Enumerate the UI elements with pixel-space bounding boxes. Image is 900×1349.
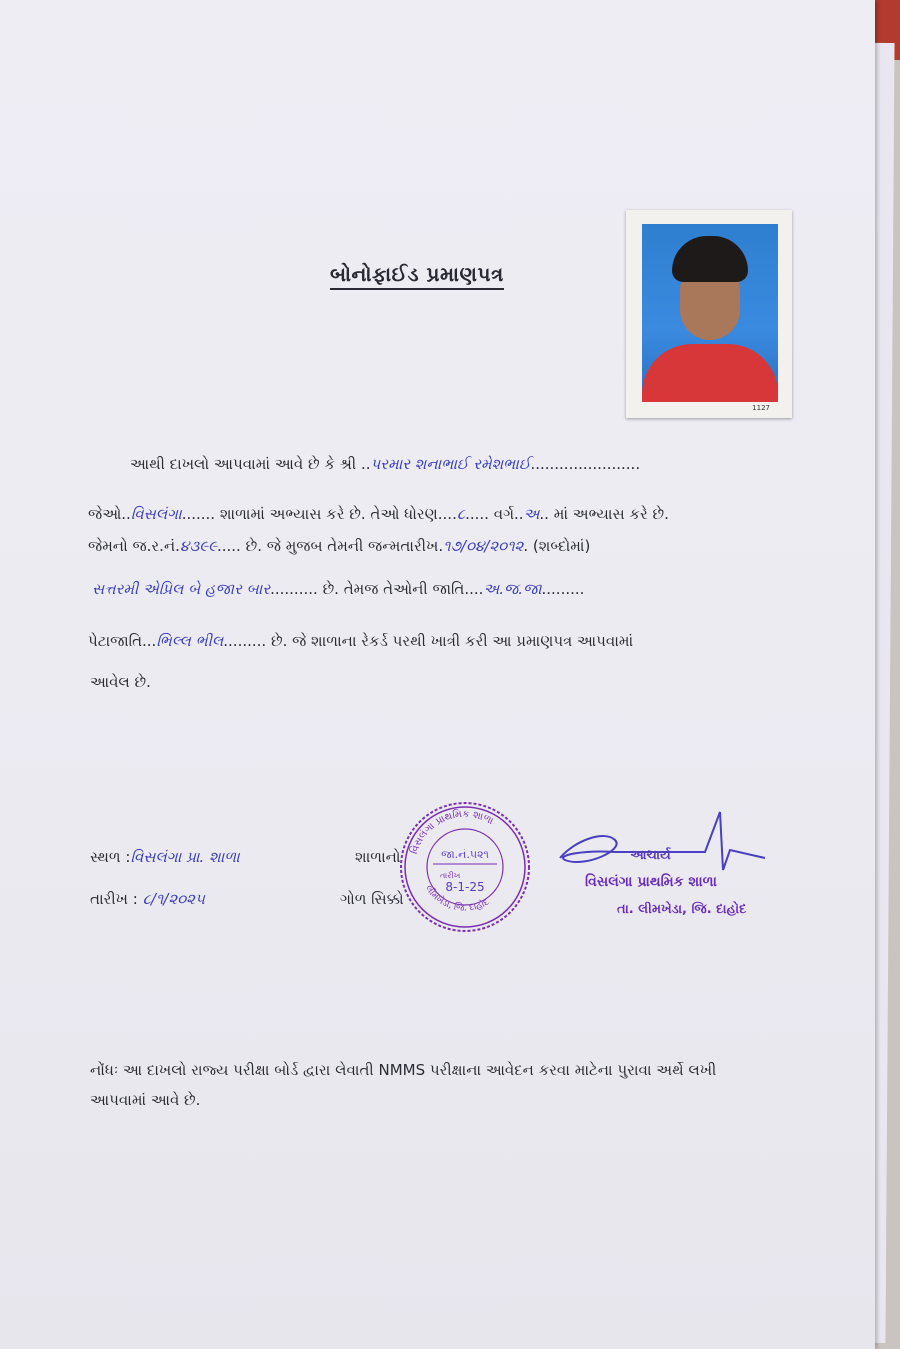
- line-1: આથી દાખલો આપવામાં આવે છે કે શ્રી ..પરમાર શનાભાઈ રમેશભાઈ.......................: [130, 455, 641, 473]
- school-name: વિસલંગા: [130, 505, 182, 523]
- certificate-note: નોંધઃ આ દાખલો રાજ્ય પરીક્ષા બોર્ડ દ્વારા લેવાતી NMMS પરીક્ષાના આવેદન કરવા માટેના પુરાવા અર્થે લખી આપવામાં આવે છે.: [90, 1061, 717, 1109]
- school-seal-label: શાળાનો: [355, 848, 401, 866]
- birth-date-words: સત્તરમી એપ્રિલ બે હજાર બાર: [92, 580, 271, 598]
- line-4: સત્તરમી એપ્રિલ બે હજાર બાર.......... છે. તેમજ તેઓની જાતિ....અ.જ.જા.........: [92, 580, 585, 598]
- place: સ્થળ :વિસલંગા પ્રા. શાળા: [90, 848, 240, 866]
- principal-signature: [555, 810, 770, 880]
- division: અ: [523, 505, 540, 523]
- principal-signature-block: [555, 810, 770, 940]
- stamp-date: 8-1-25: [445, 880, 485, 894]
- date: તારીખ : ૮/૧/૨૦૨૫: [90, 890, 205, 908]
- student-photo: [626, 210, 792, 418]
- caste: અ.જ.જા: [483, 580, 542, 598]
- register-number: ૪૩૯૯: [179, 537, 217, 555]
- stamp-inward-number: જા.નં.૫૨૧: [441, 848, 489, 861]
- student-name: પરમાર શનાભાઈ રમેશભાઈ: [370, 455, 531, 473]
- line-5: પેટાજાતિ...ભિલ્લ ભીલ......... છે. જે શાળાના રેકર્ડ પરથી ખાત્રી કરી આ પ્રમાણપત્ર આપવામાં: [88, 632, 634, 650]
- birth-date: ૧૭/૦૪/૨૦૧૨: [443, 537, 524, 555]
- sub-caste: ભિલ્લ ભીલ: [156, 632, 224, 650]
- principal-address: તા. લીમખેડા, જિ. દાહોદ: [617, 902, 747, 917]
- principal-school: વિસલંગા પ્રાથમિક શાળા: [585, 874, 717, 890]
- round-seal-label: ગોળ સિક્કો: [340, 890, 404, 908]
- stamp-bottom-text: લીમખેડા, જિ. દાહોદ: [422, 883, 491, 914]
- line-6: આવેલ છે.: [90, 673, 151, 691]
- standard: ૮: [456, 505, 466, 523]
- principal-title: આચાર્ય: [630, 848, 671, 863]
- stamp-date-label: તારીખ: [440, 871, 461, 880]
- certificate-title: બોનોફાઈડ પ્રમાણપત્ર: [330, 262, 504, 290]
- line-3: જેમનો જ.ર.નં.૪૩૯૯..... છે. જે મુજબ તેમની જન્મતારીખ.૧૭/૦૪/૨૦૧૨. (શબ્દોમાં): [88, 537, 591, 555]
- school-round-stamp: [398, 800, 532, 934]
- line-2: જેઓ..વિસલંગા....... શાળામાં અભ્યાસ કરે છે. તેઓ ધોરણ....૮..... વર્ગ..અ.. માં અભ્યાસ કરે છે.: [88, 505, 669, 523]
- stamp-outer-text: વિસલંગા પ્રાથમિક શાળા: [408, 808, 496, 856]
- photo-number: 1127: [752, 404, 770, 412]
